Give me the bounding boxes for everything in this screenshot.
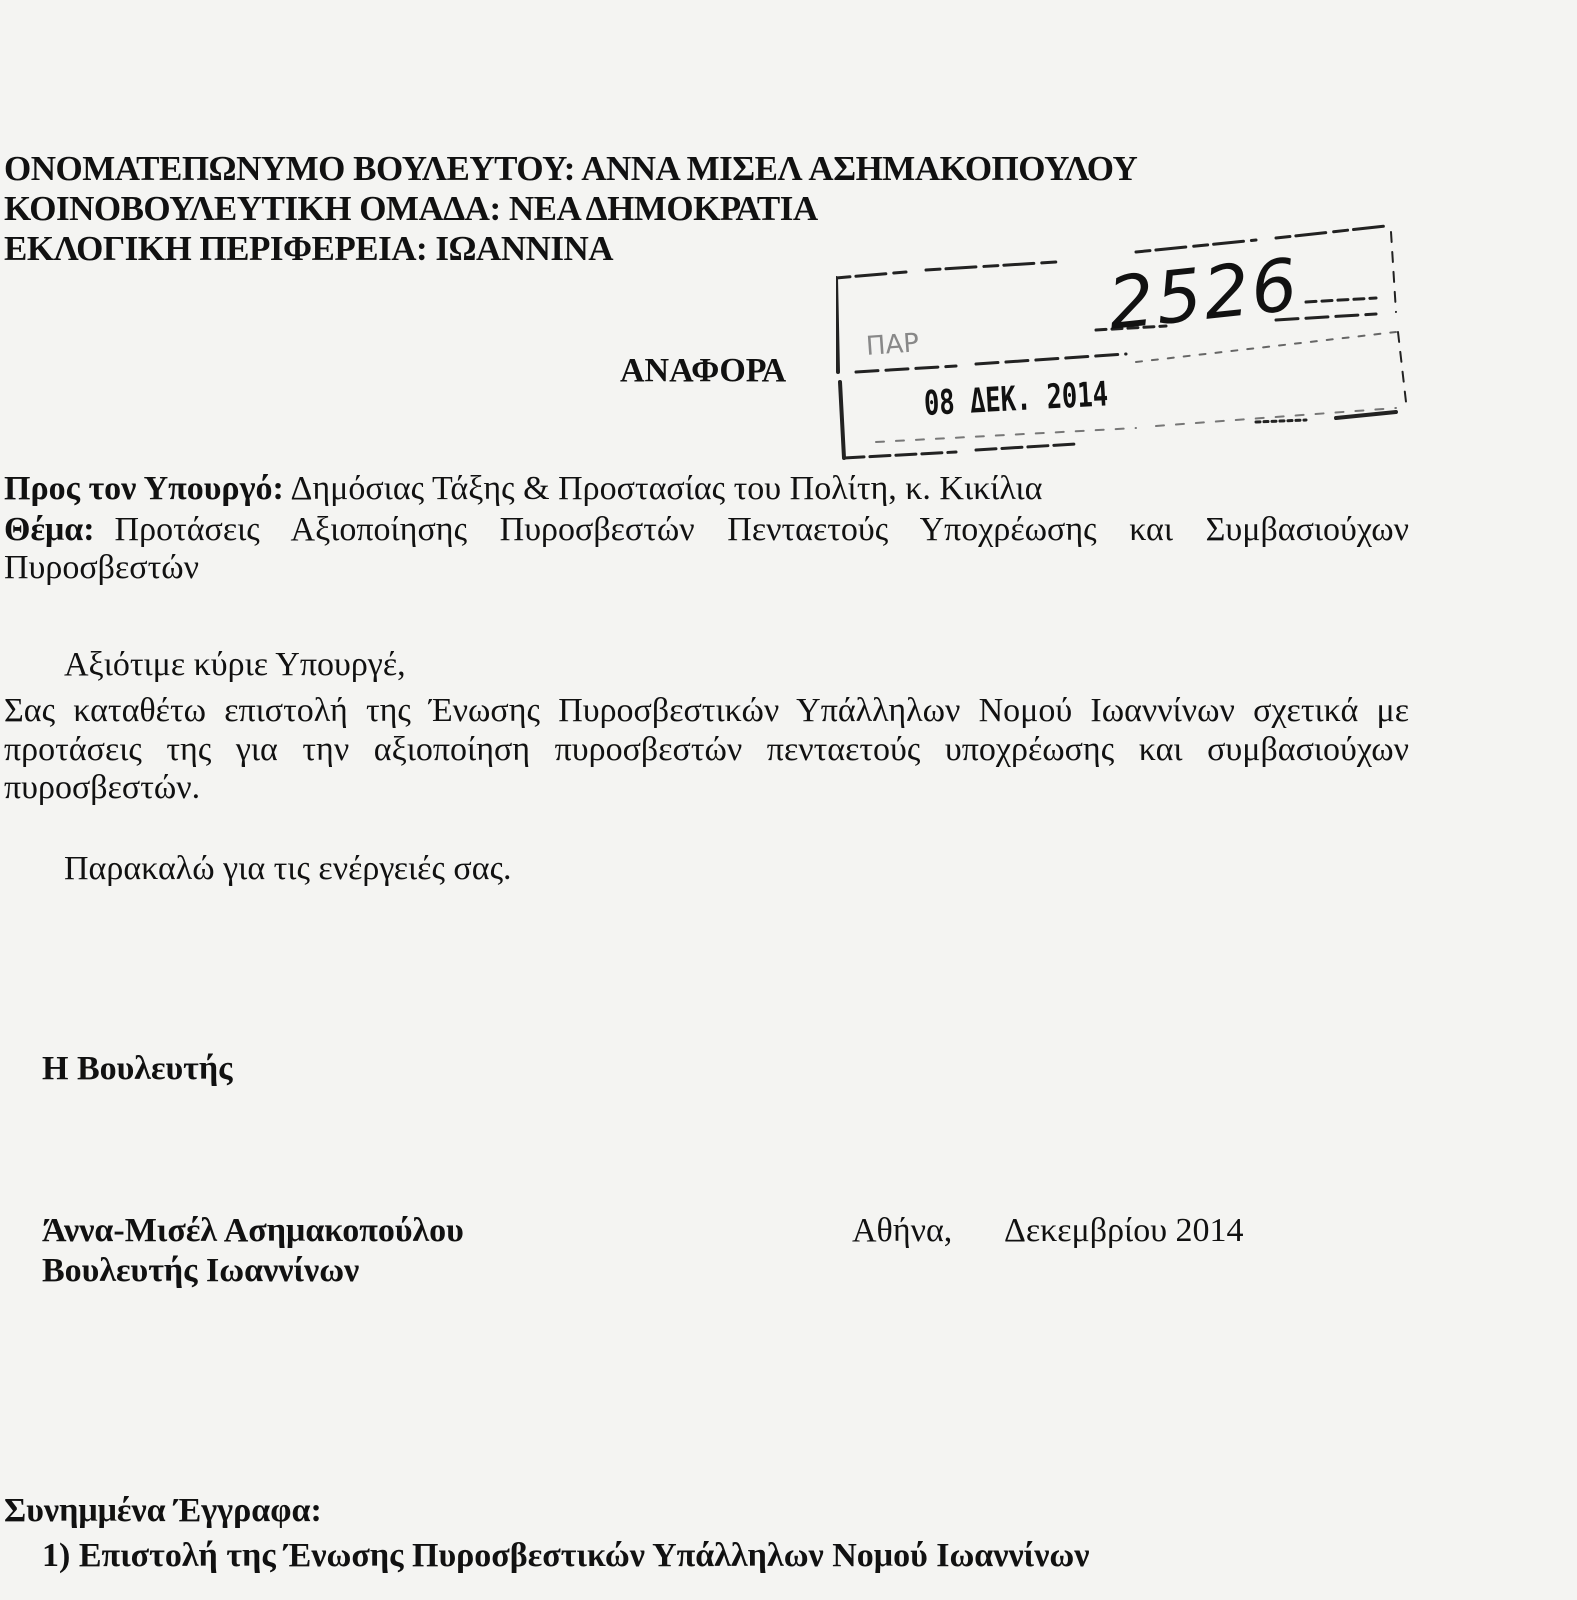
body-line-1: Σας καταθέτω επιστολή της Ένωσης Πυροσβεστικών Υπάλληλων Νομού Ιωαννίνων σχετικά με — [4, 692, 1409, 729]
document-title: ΑΝΑΦΟΡΑ — [620, 352, 787, 389]
stamp-handwritten-number: 2526 — [1104, 242, 1304, 346]
stamp-date: 08 ΔΕΚ. 2014 — [922, 374, 1110, 424]
body-line-3: πυροσβεστών. — [4, 769, 201, 806]
signer-name: Άννα-Μισέλ Ασημακοπούλου — [42, 1212, 464, 1249]
subject-text-continued: Πυροσβεστών — [4, 549, 200, 586]
subject-line — [4, 510, 1409, 549]
recipient-label: Προς τον Υπουργό: — [4, 470, 284, 507]
attachments-label: Συνημμένα Έγγραφα: — [4, 1492, 322, 1529]
recipient-value: Δημόσιας Τάξης & Προστασίας του Πολίτη, κ. Κικίλια — [290, 470, 1043, 507]
subject-label: Θέμα: — [4, 511, 95, 548]
attachment-item-1: 1) Επιστολή της Ένωσης Πυροσβεστικών Υπάλληλων Νομού Ιωαννίνων — [42, 1537, 1090, 1574]
signer-title: Βουλευτής Ιωαννίνων — [42, 1252, 360, 1289]
subject-text: Προτάσεις Αξιοποίησης Πυροσβεστών Πενταετούς Υποχρέωσης και Συμβασιούχων — [114, 511, 1409, 548]
registration-stamp — [836, 222, 1436, 490]
district-line: ΕΚΛΟΓΙΚΗ ΠΕΡΙΦΕΡΕΙΑ: ΙΩΑΝΝΙΝΑ — [4, 229, 614, 268]
greeting: Αξιότιμε κύριε Υπουργέ, — [64, 646, 406, 683]
recipient-line — [4, 470, 1042, 508]
stamp-code: ΠΑΡ — [865, 328, 920, 362]
body-line-2: προτάσεις της για την αξιοποίηση πυροσβεστών πενταετούς υποχρέωσης και συμβασιούχων — [4, 731, 1409, 768]
mp-name-line: ΟΝΟΜΑΤΕΠΩΝΥΜΟ ΒΟΥΛΕΥΤΟΥ: ΑΝΝΑ ΜΙΣΕΛ ΑΣΗΜΑΚΟΠΟΥΛΟΥ — [4, 149, 1138, 188]
document-date: Δεκεμβρίου 2014 — [1004, 1212, 1244, 1249]
place: Αθήνα, — [852, 1212, 953, 1249]
closing-line: Παρακαλώ για τις ενέργειές σας. — [64, 850, 512, 887]
signer-role: Η Βουλευτής — [42, 1050, 233, 1087]
party-line: ΚΟΙΝΟΒΟΥΛΕΥΤΙΚΗ ΟΜΑΔΑ: ΝΕΑ ΔΗΜΟΚΡΑΤΙΑ — [4, 189, 818, 228]
